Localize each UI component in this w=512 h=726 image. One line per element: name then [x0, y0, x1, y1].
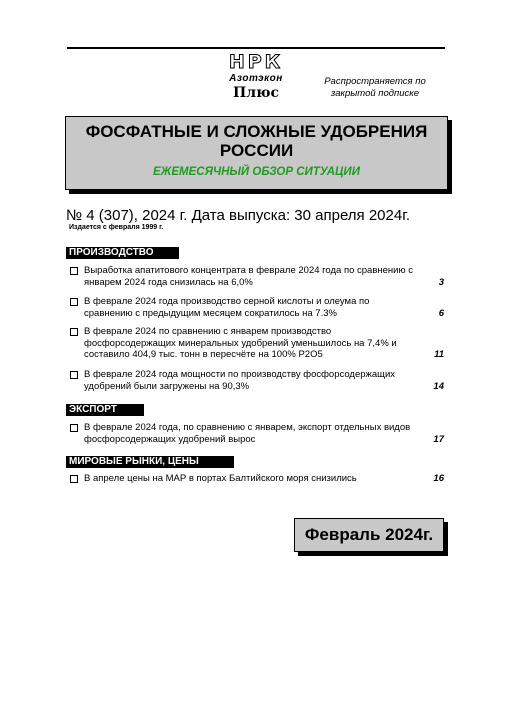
- section-header-production: ПРОИЗВОДСТВО: [66, 247, 179, 259]
- toc-item-page: 11: [434, 349, 444, 360]
- toc-item[interactable]: [70, 369, 446, 392]
- logo-line-3: Плюс: [233, 85, 279, 101]
- toc-item-page: 17: [433, 433, 444, 445]
- title-box: [65, 116, 448, 190]
- publication-title: ФОСФАТНЫЕ И СЛОЖНЫЕ УДОБРЕНИЯ РОССИИ: [85, 122, 428, 160]
- toc-item-page: 14: [433, 380, 444, 392]
- published-since: Издается с февраля 1999 г.: [69, 224, 164, 231]
- section-header-world-markets: МИРОВЫЕ РЫНКИ, ЦЕНЫ: [66, 456, 234, 468]
- toc-item[interactable]: [70, 473, 446, 485]
- checkbox-icon: [70, 298, 78, 306]
- toc-item-text: В феврале 2024 года мощности по производству фосфорсодержащих удобрений были загружены на 90,3%: [84, 369, 396, 392]
- toc-item-text: В феврале 2024 года, по сравнению с январем, экспорт отдельных видов фосфорсодержащих удобрений вырос: [84, 422, 411, 445]
- checkbox-icon: [70, 475, 78, 483]
- checkbox-icon: [70, 267, 78, 275]
- checkbox-icon: [70, 424, 78, 432]
- toc-item-page: 6: [438, 307, 444, 319]
- toc-item-text: Выработка апатитового концентрата в феврале 2024 года по сравнению с январем 2024 года снизилась на 6,0%: [84, 265, 413, 288]
- toc-item-page: 3: [438, 276, 444, 288]
- toc-item-text: В феврале 2024 по сравнению с январем производство фосфорсодержащих минеральных удобрений уменьшилось на 7,4% и составило 404,9 тыс. тонн в пересчёте на 100% P2O5: [84, 326, 397, 360]
- top-rule: [67, 47, 445, 49]
- period-label: Февраль 2024г.: [294, 518, 444, 552]
- toc-item-page: 16: [433, 473, 444, 484]
- toc-item-text: В феврале 2024 года производство серной кислоты и олеума по сравнению с предыдущим месяцем сократилось на 7.3%: [84, 296, 370, 319]
- toc-item-text: В апреле цены на МАР в портах Балтийского моря снизились: [84, 473, 357, 484]
- toc-item[interactable]: [70, 265, 446, 288]
- issue-line: № 4 (307), 2024 г. Дата выпуска: 30 апреля 2024г.: [66, 207, 411, 224]
- toc-item[interactable]: [70, 326, 446, 361]
- distribution-note: Распространяется по закрытой подписке: [324, 76, 426, 99]
- logo-line-2: Азотэкон: [229, 73, 283, 84]
- checkbox-icon: [70, 371, 78, 379]
- publication-subtitle: ЕЖЕМЕСЯЧНЫЙ ОБЗОР СИТУАЦИИ: [153, 166, 360, 178]
- logo-line-1: НРК: [228, 51, 284, 73]
- toc-item[interactable]: [70, 296, 446, 319]
- publisher-logo: [214, 52, 298, 108]
- checkbox-icon: [70, 328, 78, 336]
- toc-item[interactable]: [70, 422, 446, 445]
- section-header-export: ЭКСПОРТ: [66, 404, 144, 416]
